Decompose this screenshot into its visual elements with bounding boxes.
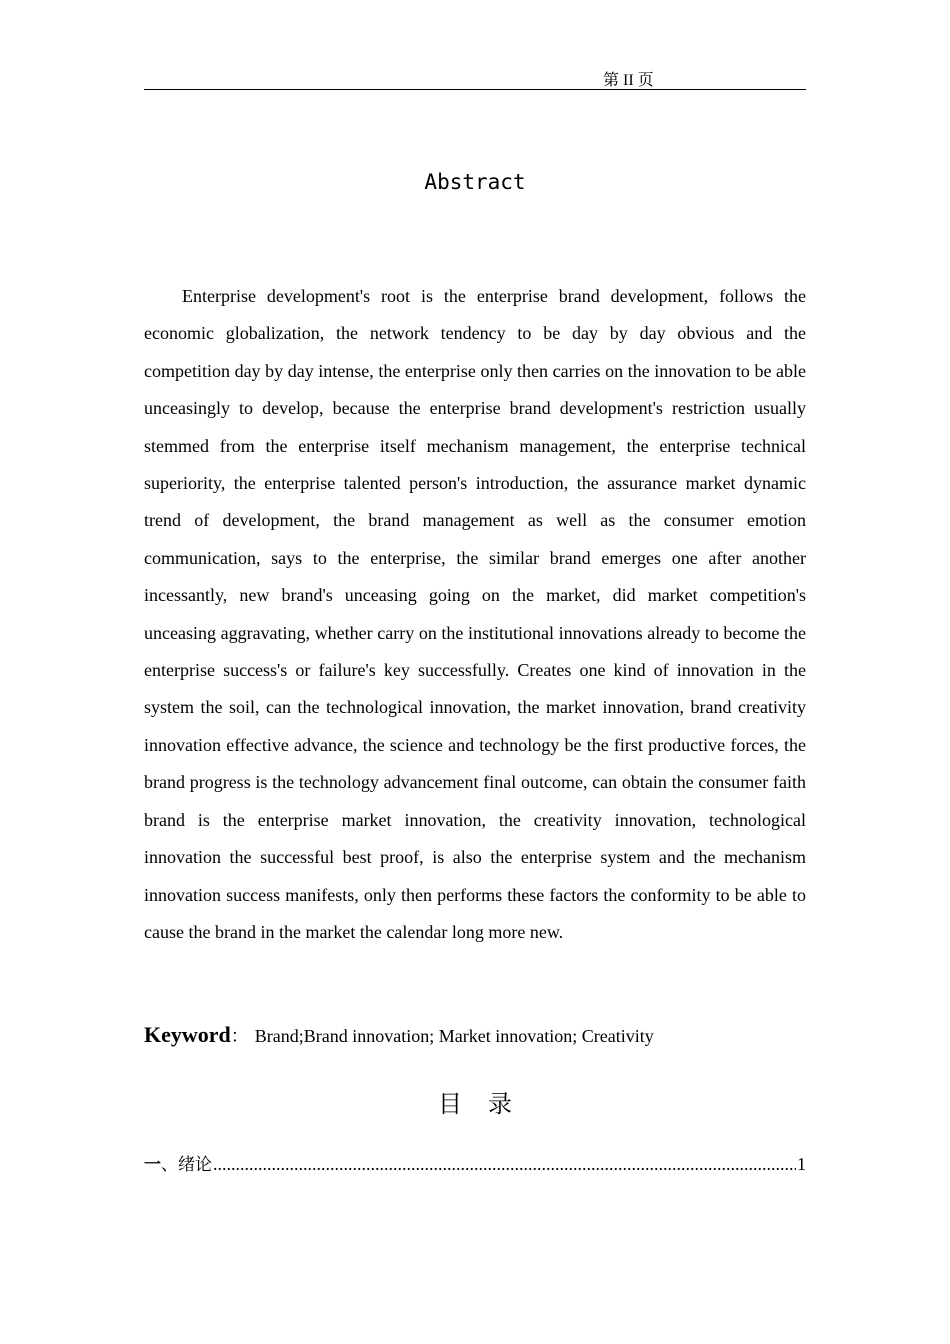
toc-entry-page: 1	[797, 1154, 806, 1174]
toc-entry-text: 、绪论	[161, 1155, 212, 1175]
keywords-colon: ：	[230, 1026, 249, 1046]
abstract-body: Enterprise development's root is the enterprise brand development, follows the economic globalization, the network tendency to be day by day obvious and the competition day by day intense, the enterprise only then carries on the innovation to be able unceasingly to develop, because the enterprise brand development's restriction usually stemmed from the enterprise itself mechanism management, the enterprise technical superiority, the enterprise talented person's introduction, the assurance market dynamic trend of development, the brand management as well as the consumer emotion communication, says to the enterprise, the similar brand emerges one after another incessantly, new brand's unceasing going on the market, did market competition's unceasing aggravating, whether carry on the institutional innovations already to become the enterprise success's or failure's key successfully. Creates one kind of innovation in the system the soil, can the technological innovation, the market innovation, brand creativity innovation effective advance, the science and technology be the first productive forces, the brand progress is the technology advancement final outcome, can obtain the consumer faith brand is the enterprise market innovation, the creativity innovation, technological innovation the successful best proof, is also the enterprise system and the mechanism innovation success manifests, only then performs these factors the conformity to be able to cause the brand in the market the calendar long more new.	[144, 286, 806, 942]
keywords-line	[144, 1022, 806, 1048]
page-header	[144, 64, 806, 90]
keywords-label: Keyword	[144, 1022, 231, 1047]
toc-leader-dots	[213, 1154, 796, 1175]
page-number-label: 第 II 页	[603, 72, 654, 89]
toc-title: 目录	[438, 1090, 538, 1118]
toc-entry-prefix: 一	[144, 1155, 161, 1175]
toc-entry[interactable]	[144, 1150, 806, 1176]
abstract-title: Abstract	[424, 170, 526, 194]
keywords-text: Brand;Brand innovation; Market innovation; Creativity	[254, 1026, 654, 1046]
toc-entry-label	[144, 1150, 212, 1175]
